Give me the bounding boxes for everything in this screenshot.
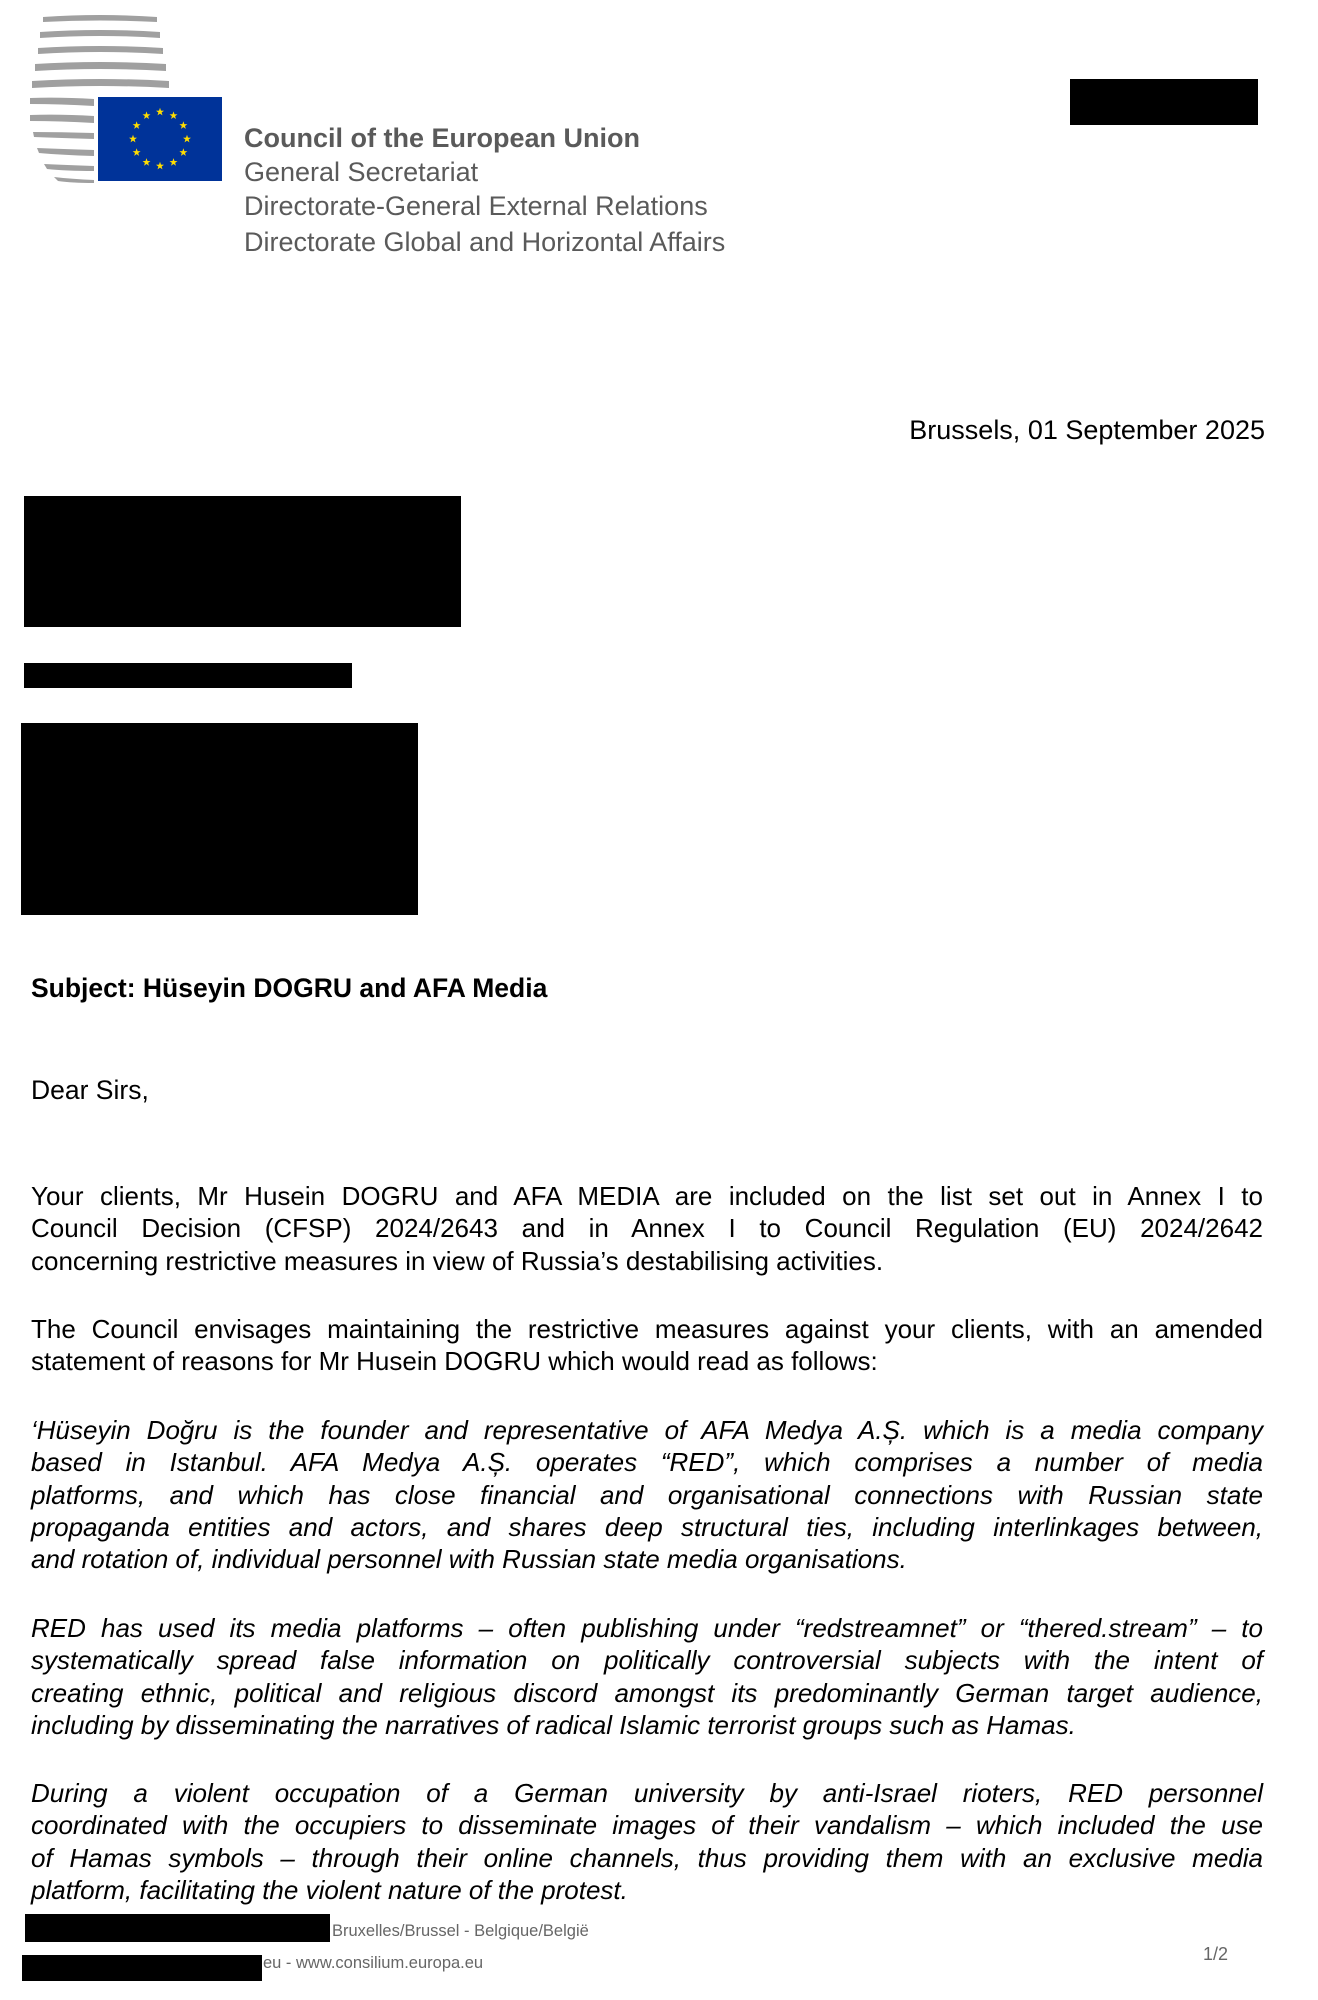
logo-stripe bbox=[38, 46, 163, 54]
paragraph-line: concerning restrictive measures in view of Russia’s destabilising activities. bbox=[31, 1245, 884, 1276]
logo-stripe bbox=[33, 132, 94, 139]
logo-stripe bbox=[54, 177, 94, 183]
page-number: 1/2 bbox=[1203, 1944, 1229, 1964]
redacted-addressee bbox=[24, 496, 461, 627]
org-directorate-general: Directorate-General External Relations bbox=[244, 191, 708, 221]
footer-website: eu - www.consilium.europa.eu bbox=[263, 1954, 484, 1972]
logo-stripe bbox=[30, 98, 94, 106]
paragraph-line: platforms, and which has close financial and organisational connections with Russian state bbox=[31, 1479, 1263, 1510]
paragraph-line: of Hamas symbols – through their online channels, thus providing them with an exclusive media bbox=[31, 1842, 1263, 1873]
paragraph-line: coordinated with the occupiers to disseminate images of their vandalism – which included the use bbox=[31, 1810, 1263, 1841]
paragraph-line: ‘Hüseyin Doğru is the founder and representative of AFA Medya A.Ș. which is a media company bbox=[31, 1415, 1263, 1445]
paragraph-line: During a violent occupation of a German university by anti-Israel rioters, RED personnel bbox=[31, 1778, 1263, 1808]
council-logo bbox=[0, 0, 240, 200]
logo-stripe bbox=[37, 148, 94, 156]
footer-address: Bruxelles/Brussel - Belgique/België bbox=[332, 1922, 589, 1940]
redacted-footer-contact bbox=[22, 1955, 262, 1981]
org-secretariat: General Secretariat bbox=[244, 157, 479, 187]
paragraph-line: propaganda entities and actors, and shares deep structural ties, including interlinkages between, bbox=[31, 1511, 1263, 1542]
org-name: Council of the European Union bbox=[244, 123, 640, 153]
logo-stripe bbox=[30, 115, 94, 123]
logo-stripe bbox=[43, 15, 157, 22]
paragraph-line: creating ethnic, political and religious discord amongst its predominantly German target audience, bbox=[31, 1677, 1263, 1708]
redacted-addressee-line bbox=[24, 663, 352, 688]
org-directorate: Directorate Global and Horizontal Affairs bbox=[244, 227, 726, 257]
salutation: Dear Sirs, bbox=[31, 1075, 149, 1105]
paragraph-line: and rotation of, individual personnel with Russian state media organisations. bbox=[31, 1544, 907, 1575]
statement-of-reasons-paragraph bbox=[31, 1612, 1263, 1741]
logo-stripe bbox=[40, 30, 160, 38]
statement-of-reasons-paragraph bbox=[31, 1414, 1263, 1575]
logo-stripe bbox=[32, 79, 169, 88]
paragraph-line: The Council envisages maintaining the restrictive measures against your clients, with an amended bbox=[31, 1314, 1263, 1344]
redacted-footer-address bbox=[25, 1914, 330, 1942]
paragraph-line: systematically spread false information on politically controversial subjects with the intent of bbox=[31, 1645, 1263, 1676]
paragraph-line: including by disseminating the narratives of radical Islamic terrorist groups such as Hamas. bbox=[31, 1709, 1076, 1740]
redacted-address bbox=[21, 723, 418, 915]
body-paragraph bbox=[31, 1313, 1263, 1378]
paragraph-line: Your clients, Mr Husein DOGRU and AFA MEDIA are included on the list set out in Annex I to bbox=[31, 1181, 1263, 1211]
statement-of-reasons-paragraph bbox=[31, 1777, 1263, 1906]
logo-stripe bbox=[44, 164, 94, 171]
paragraph-line: statement of reasons for Mr Husein DOGRU which would read as follows: bbox=[31, 1346, 878, 1377]
letter-date: Brussels, 01 September 2025 bbox=[909, 415, 1265, 445]
body-paragraph bbox=[31, 1180, 1263, 1277]
redacted-reference bbox=[1070, 79, 1258, 125]
paragraph-line: Council Decision (CFSP) 2024/2643 and in Annex I to Council Regulation (EU) 2024/2642 bbox=[31, 1213, 1263, 1244]
organisation-header bbox=[244, 121, 725, 259]
paragraph-line: RED has used its media platforms – often publishing under “redstreamnet” or “thered.stream” – to bbox=[31, 1613, 1263, 1643]
paragraph-line: based in Istanbul. AFA Medya A.Ș. operates “RED”, which comprises a number of media bbox=[31, 1447, 1263, 1478]
logo-stripe bbox=[35, 62, 166, 71]
paragraph-line: platform, facilitating the violent nature of the protest. bbox=[31, 1874, 628, 1905]
letter-subject: Subject: Hüseyin DOGRU and AFA Media bbox=[31, 973, 548, 1003]
